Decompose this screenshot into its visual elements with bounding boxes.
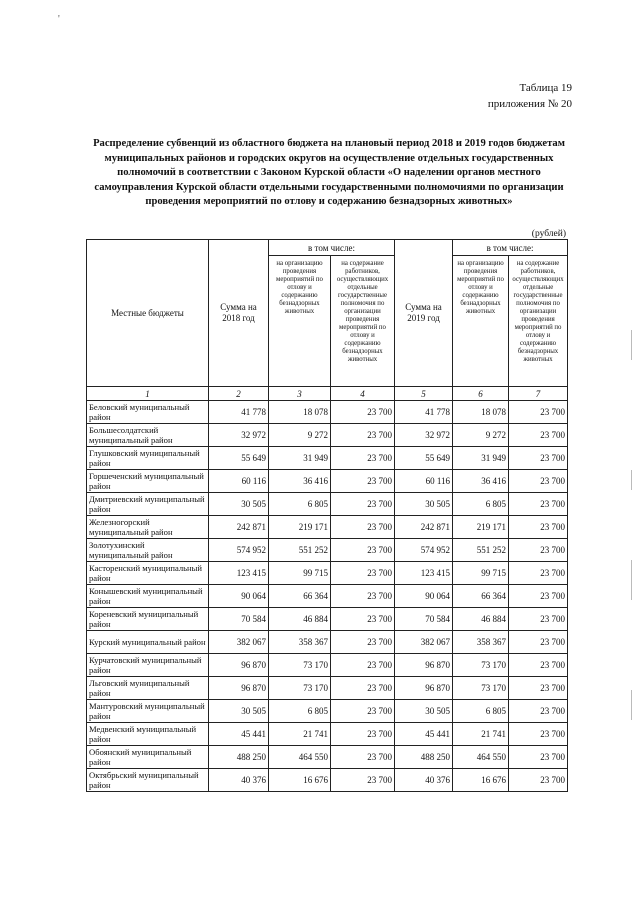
subvention-table <box>86 239 568 792</box>
table-row <box>87 700 568 723</box>
cell-staff-2019: 23 700 <box>509 447 568 470</box>
cell-sum-2019: 96 870 <box>395 677 453 700</box>
cell-sum-2019: 45 441 <box>395 723 453 746</box>
header-staff-2018: на содержание работников, осуществляющих отдельные государственные полномочия по организации проведения мероприятий по отлову и содержанию безнадзорных животных <box>331 256 395 387</box>
cell-budget-name: Курский муниципальный район <box>87 631 209 654</box>
cell-org-2018: 358 367 <box>269 631 331 654</box>
cell-staff-2019: 23 700 <box>509 654 568 677</box>
cell-budget-name: Кореневский муниципальный район <box>87 608 209 631</box>
cell-sum-2018: 30 505 <box>209 493 269 516</box>
cell-staff-2018: 23 700 <box>331 631 395 654</box>
cell-sum-2019: 90 064 <box>395 585 453 608</box>
cell-staff-2019: 23 700 <box>509 493 568 516</box>
table-row <box>87 424 568 447</box>
cell-budget-name: Мантуровский муниципальный район <box>87 700 209 723</box>
cell-staff-2018: 23 700 <box>331 769 395 792</box>
cell-org-2018: 9 272 <box>269 424 331 447</box>
cell-sum-2018: 90 064 <box>209 585 269 608</box>
corner-mark: ' <box>58 14 60 25</box>
header-including-2018: в том числе: <box>269 240 395 256</box>
cell-org-2019: 18 078 <box>453 401 509 424</box>
cell-staff-2018: 23 700 <box>331 539 395 562</box>
cell-org-2018: 36 416 <box>269 470 331 493</box>
header-staff-2019: на содержание работников, осуществляющих отдельные государственные полномочия по организации проведения мероприятий по отлову и содержанию безнадзорных животных <box>509 256 568 387</box>
cell-staff-2019: 23 700 <box>509 746 568 769</box>
cell-staff-2018: 23 700 <box>331 447 395 470</box>
column-number: 7 <box>509 387 568 401</box>
cell-staff-2018: 23 700 <box>331 723 395 746</box>
table-row <box>87 654 568 677</box>
cell-org-2019: 73 170 <box>453 654 509 677</box>
cell-budget-name: Золотухинский муниципальный район <box>87 539 209 562</box>
cell-staff-2018: 23 700 <box>331 401 395 424</box>
cell-org-2018: 6 805 <box>269 493 331 516</box>
cell-sum-2019: 488 250 <box>395 746 453 769</box>
cell-staff-2018: 23 700 <box>331 493 395 516</box>
cell-staff-2019: 23 700 <box>509 562 568 585</box>
cell-budget-name: Железногорский муниципальный район <box>87 516 209 539</box>
header-row-1 <box>87 240 568 256</box>
cell-sum-2018: 242 871 <box>209 516 269 539</box>
cell-budget-name: Медвенский муниципальный район <box>87 723 209 746</box>
cell-budget-name: Октябрьский муниципальный район <box>87 769 209 792</box>
cell-sum-2018: 55 649 <box>209 447 269 470</box>
cell-sum-2019: 30 505 <box>395 700 453 723</box>
cell-budget-name: Дмитриевский муниципальный район <box>87 493 209 516</box>
cell-staff-2019: 23 700 <box>509 470 568 493</box>
cell-sum-2019: 382 067 <box>395 631 453 654</box>
cell-org-2019: 9 272 <box>453 424 509 447</box>
cell-staff-2018: 23 700 <box>331 608 395 631</box>
cell-staff-2019: 23 700 <box>509 608 568 631</box>
cell-sum-2019: 574 952 <box>395 539 453 562</box>
cell-staff-2019: 23 700 <box>509 401 568 424</box>
cell-org-2019: 99 715 <box>453 562 509 585</box>
table-row <box>87 769 568 792</box>
cell-staff-2018: 23 700 <box>331 516 395 539</box>
cell-org-2019: 6 805 <box>453 493 509 516</box>
cell-staff-2018: 23 700 <box>331 585 395 608</box>
table-row <box>87 562 568 585</box>
column-number: 4 <box>331 387 395 401</box>
table-row <box>87 677 568 700</box>
cell-staff-2018: 23 700 <box>331 746 395 769</box>
cell-staff-2019: 23 700 <box>509 585 568 608</box>
cell-org-2019: 358 367 <box>453 631 509 654</box>
cell-org-2018: 66 364 <box>269 585 331 608</box>
cell-sum-2019: 242 871 <box>395 516 453 539</box>
cell-org-2019: 21 741 <box>453 723 509 746</box>
cell-staff-2019: 23 700 <box>509 723 568 746</box>
header-sum-2019: Сумма на 2019 год <box>395 240 453 387</box>
cell-org-2018: 551 252 <box>269 539 331 562</box>
cell-org-2019: 66 364 <box>453 585 509 608</box>
cell-staff-2019: 23 700 <box>509 516 568 539</box>
cell-staff-2018: 23 700 <box>331 677 395 700</box>
cell-org-2018: 73 170 <box>269 677 331 700</box>
cell-staff-2019: 23 700 <box>509 700 568 723</box>
cell-sum-2019: 96 870 <box>395 654 453 677</box>
cell-sum-2018: 32 972 <box>209 424 269 447</box>
scan-edge-mark <box>631 470 632 490</box>
table-row <box>87 746 568 769</box>
header-including-2019: в том числе: <box>453 240 568 256</box>
header-org-2018: на организацию проведения мероприятий по отлову и содержанию безнадзорных животных <box>269 256 331 387</box>
scan-edge-mark <box>631 330 632 360</box>
header-sum-2018: Сумма на 2018 год <box>209 240 269 387</box>
table-row <box>87 585 568 608</box>
cell-sum-2018: 123 415 <box>209 562 269 585</box>
cell-sum-2019: 70 584 <box>395 608 453 631</box>
cell-org-2018: 21 741 <box>269 723 331 746</box>
cell-org-2018: 16 676 <box>269 769 331 792</box>
cell-sum-2019: 123 415 <box>395 562 453 585</box>
header-local-budgets: Местные бюджеты <box>87 240 209 387</box>
cell-org-2018: 46 884 <box>269 608 331 631</box>
table-number: Таблица 19 <box>519 82 572 94</box>
cell-budget-name: Касторенский муниципальный район <box>87 562 209 585</box>
cell-sum-2019: 60 116 <box>395 470 453 493</box>
table-row <box>87 539 568 562</box>
cell-budget-name: Обоянский муниципальный район <box>87 746 209 769</box>
cell-sum-2019: 55 649 <box>395 447 453 470</box>
cell-budget-name: Горшеченский муниципальный район <box>87 470 209 493</box>
cell-sum-2018: 30 505 <box>209 700 269 723</box>
column-number: 5 <box>395 387 453 401</box>
cell-staff-2019: 23 700 <box>509 631 568 654</box>
cell-staff-2018: 23 700 <box>331 470 395 493</box>
cell-org-2019: 16 676 <box>453 769 509 792</box>
cell-org-2018: 219 171 <box>269 516 331 539</box>
cell-org-2019: 31 949 <box>453 447 509 470</box>
cell-sum-2018: 96 870 <box>209 654 269 677</box>
cell-budget-name: Большесолдатский муниципальный район <box>87 424 209 447</box>
cell-sum-2018: 96 870 <box>209 677 269 700</box>
cell-org-2018: 464 550 <box>269 746 331 769</box>
cell-org-2019: 6 805 <box>453 700 509 723</box>
table-row <box>87 493 568 516</box>
cell-staff-2018: 23 700 <box>331 700 395 723</box>
cell-staff-2019: 23 700 <box>509 539 568 562</box>
header-org-2019: на организацию проведения мероприятий по отлову и содержанию безнадзорных животных <box>453 256 509 387</box>
cell-sum-2019: 40 376 <box>395 769 453 792</box>
table-row <box>87 516 568 539</box>
cell-sum-2019: 32 972 <box>395 424 453 447</box>
cell-budget-name: Глушковский муниципальный район <box>87 447 209 470</box>
cell-budget-name: Конышевский муниципальный район <box>87 585 209 608</box>
table-row <box>87 401 568 424</box>
cell-org-2018: 18 078 <box>269 401 331 424</box>
cell-org-2018: 31 949 <box>269 447 331 470</box>
units-label: (рублей) <box>531 229 566 239</box>
cell-staff-2019: 23 700 <box>509 424 568 447</box>
column-number: 1 <box>87 387 209 401</box>
cell-budget-name: Беловский муниципальный район <box>87 401 209 424</box>
scan-edge-mark <box>631 690 632 720</box>
cell-sum-2018: 45 441 <box>209 723 269 746</box>
cell-org-2018: 73 170 <box>269 654 331 677</box>
table-row <box>87 723 568 746</box>
cell-budget-name: Курчатовский муниципальный район <box>87 654 209 677</box>
cell-sum-2018: 574 952 <box>209 539 269 562</box>
appendix-number: приложения № 20 <box>487 98 572 110</box>
cell-sum-2018: 60 116 <box>209 470 269 493</box>
column-number: 2 <box>209 387 269 401</box>
table-row <box>87 631 568 654</box>
cell-org-2018: 99 715 <box>269 562 331 585</box>
cell-sum-2019: 41 778 <box>395 401 453 424</box>
cell-org-2019: 73 170 <box>453 677 509 700</box>
table-row <box>87 447 568 470</box>
cell-sum-2019: 30 505 <box>395 493 453 516</box>
cell-sum-2018: 40 376 <box>209 769 269 792</box>
cell-sum-2018: 70 584 <box>209 608 269 631</box>
table-reference <box>488 80 572 112</box>
table-row <box>87 470 568 493</box>
column-number: 3 <box>269 387 331 401</box>
cell-sum-2018: 382 067 <box>209 631 269 654</box>
cell-org-2018: 6 805 <box>269 700 331 723</box>
cell-org-2019: 219 171 <box>453 516 509 539</box>
column-numbers-row <box>87 387 568 401</box>
cell-org-2019: 36 416 <box>453 470 509 493</box>
cell-staff-2018: 23 700 <box>331 654 395 677</box>
cell-sum-2018: 488 250 <box>209 746 269 769</box>
cell-org-2019: 46 884 <box>453 608 509 631</box>
cell-staff-2019: 23 700 <box>509 769 568 792</box>
cell-staff-2018: 23 700 <box>331 562 395 585</box>
cell-staff-2019: 23 700 <box>509 677 568 700</box>
cell-org-2019: 464 550 <box>453 746 509 769</box>
table-row <box>87 608 568 631</box>
cell-budget-name: Льговский муниципальный район <box>87 677 209 700</box>
scan-edge-mark <box>631 560 632 600</box>
cell-staff-2018: 23 700 <box>331 424 395 447</box>
cell-sum-2018: 41 778 <box>209 401 269 424</box>
document-title: Распределение субвенций из областного бюджета на плановый период 2018 и 2019 годов бюджетам муниципальных районов и городских округов на осуществление отдельных государственных полномочий в соответствии с Законом Курской области «О наделении органов местного самоуправления Курской области отдельными государственными полномочиями по организации проведения мероприятий по отлову и содержанию безнадзорных животных» <box>93 138 565 207</box>
column-number: 6 <box>453 387 509 401</box>
cell-org-2019: 551 252 <box>453 539 509 562</box>
